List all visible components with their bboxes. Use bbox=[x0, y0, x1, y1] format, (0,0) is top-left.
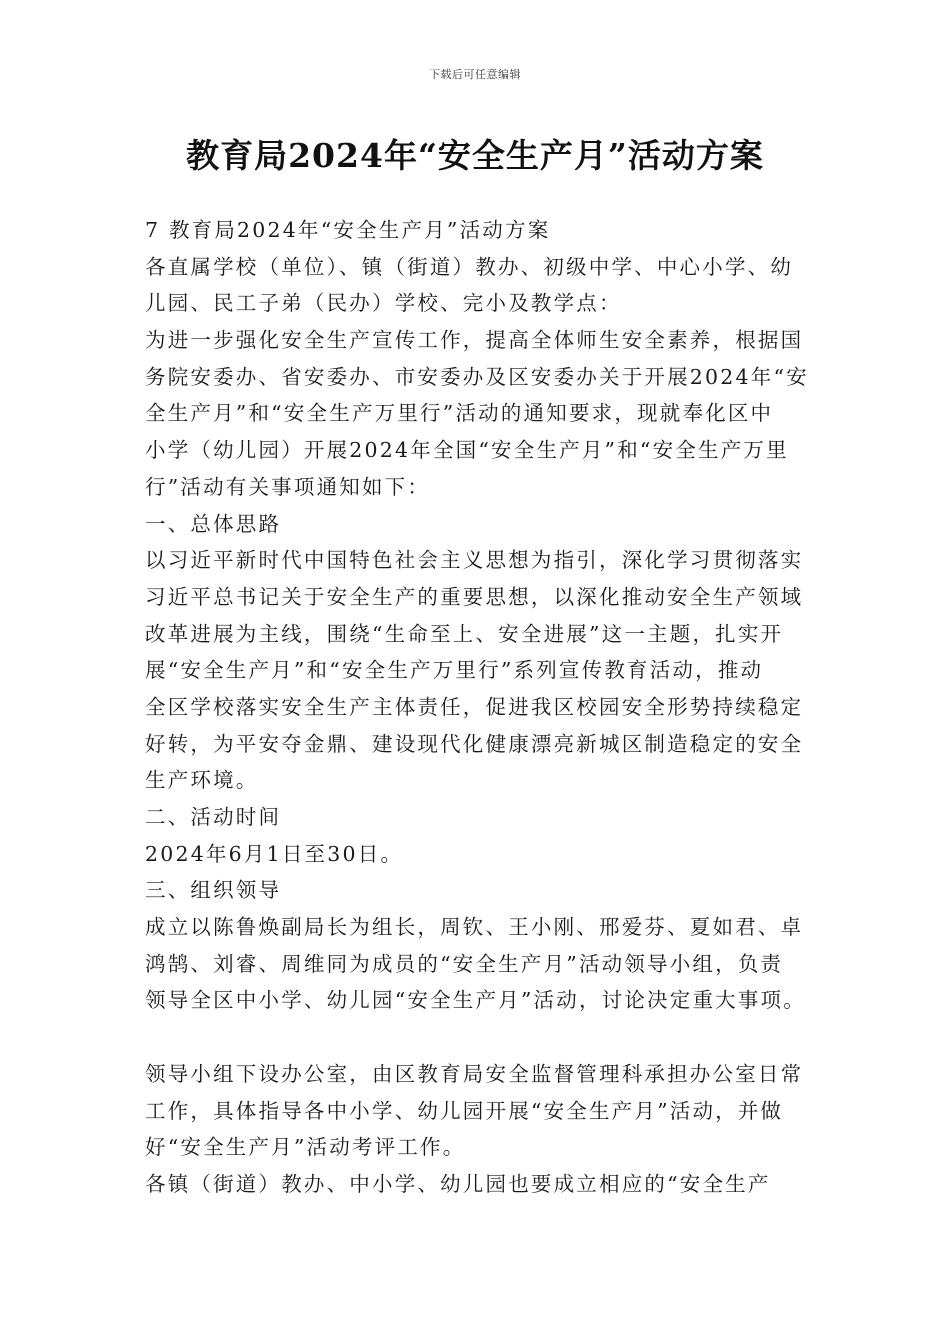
text-line: 以习近平新时代中国特色社会主义思想为指引，深化学习贯彻落实 bbox=[145, 548, 804, 573]
text-line: 鸿鹄、刘睿、周维同为成员的“安全生产月”活动领导小组，负责 bbox=[145, 951, 784, 976]
text-line: 领导全区中小学、幼儿园“安全生产月”活动，讨论决定重大事项。 bbox=[145, 988, 806, 1013]
text-line: 务院安委办、省安委办、市安委办及区安委办关于开展2024年“安 bbox=[145, 364, 809, 389]
text-line: 2024年6月1日至30日。 bbox=[145, 841, 404, 866]
text-line: 改革进展为主线，围绕“生命至上、安全进展”这一主题，扎实开 bbox=[145, 621, 784, 646]
text-line: 全区学校落实安全生产主体责任，促进我区校园安全形势持续稳定 bbox=[145, 694, 804, 719]
text-line: 为进一步强化安全生产宣传工作，提高全体师生安全素养，根据国 bbox=[145, 328, 804, 353]
text-line: 小学（幼儿园）开展2024年全国“安全生产月”和“安全生产万里 bbox=[145, 438, 789, 463]
text-line: 好转，为平安夺金鼎、建设现代化健康漂亮新城区制造稳定的安全 bbox=[145, 731, 804, 756]
document-title: 教育局2024年“安全生产月”活动方案 bbox=[186, 136, 764, 175]
text-line: 各直属学校（单位）、镇（街道）教办、初级中学、中心小学、幼 bbox=[145, 254, 794, 279]
text-line: 全生产月”和“安全生产万里行”活动的通知要求，现就奉化区中 bbox=[145, 401, 774, 426]
text-line: 行”活动有关事项通知如下： bbox=[145, 474, 431, 499]
text-line: 好“安全生产月”活动考评工作。 bbox=[145, 1135, 466, 1160]
section-heading: 三、组织领导 bbox=[145, 878, 282, 903]
header-note: 下载后可任意编辑 bbox=[429, 68, 521, 81]
section-heading: 一、总体思路 bbox=[145, 511, 282, 536]
text-line: 领导小组下设办公室，由区教育局安全监督管理科承担办公室日常 bbox=[145, 1061, 804, 1086]
text-line: 展“安全生产月”和“安全生产万里行”系列宣传教育活动，推动 bbox=[145, 658, 764, 683]
text-line: 儿园、民工子弟（民办）学校、完小及教学点： bbox=[145, 291, 622, 316]
text-line: 习近平总书记关于安全生产的重要思想，以深化推动安全生产领域 bbox=[145, 584, 804, 609]
text-line: 成立以陈鲁焕副局长为组长，周钦、王小刚、邢爱芬、夏如君、卓 bbox=[145, 915, 804, 940]
section-heading: 二、活动时间 bbox=[145, 805, 282, 829]
text-line: 生产环境。 bbox=[145, 768, 259, 793]
text-line: 各镇（街道）教办、中小学、幼儿园也要成立相应的“安全生产 bbox=[145, 1171, 771, 1196]
document-body bbox=[145, 212, 815, 1203]
text-line: 工作，具体指导各中小学、幼儿园开展“安全生产月”活动，并做 bbox=[145, 1098, 784, 1123]
text-line: 7 教育局2024年“安全生产月”活动方案 bbox=[145, 218, 551, 242]
blank-line bbox=[145, 1019, 815, 1056]
